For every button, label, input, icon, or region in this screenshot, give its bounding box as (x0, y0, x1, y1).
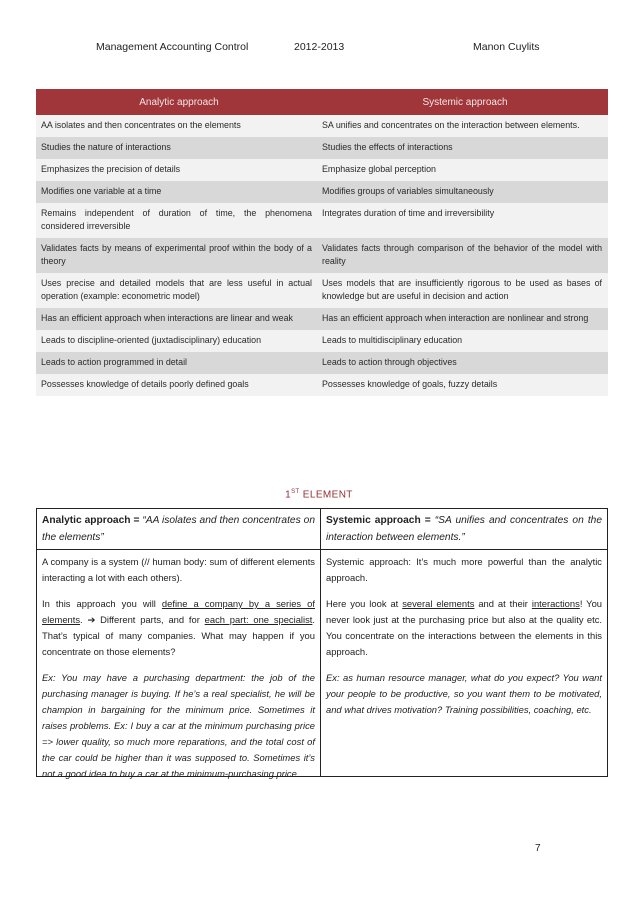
analytic-cell: Possesses knowledge of details poorly defined goals (41, 379, 249, 389)
comparison-row (36, 374, 608, 396)
comparison-table (36, 89, 608, 396)
systemic-cell: Modifies groups of variables simultaneously (322, 186, 494, 196)
analytic-example: Ex: You may have a purchasing department: the job of the purchasing manager is buying. If he’s a real specialist, he will be champion in bargaining for the minimum price. Sometimes it raises problems. Ex: I buy a car at the minimum purchasing price => lower quality, so much more reparations, and the total cost of the car could be higher than it was supposed to. Sometimes it’s not a good idea to buy a car at the minimum-purchasing price. (42, 672, 315, 779)
comparison-row (36, 352, 608, 374)
systemic-header: Systemic approach (422, 96, 508, 108)
systemic-cell: Studies the effects of interactions (322, 142, 453, 152)
analytic-definition: Analytic approach = “AA isolates and then concentrates on the elements” (42, 515, 315, 543)
analytic-explanation (42, 554, 315, 792)
page-number: 7 (535, 843, 541, 854)
comparison-row (36, 273, 608, 308)
analytic-cell: Uses precise and detailed models that are less useful in actual operation (example: econometric model) (41, 278, 312, 301)
comparison-row (36, 238, 608, 273)
comparison-row (36, 308, 608, 330)
analytic-cell: Leads to action programmed in detail (41, 357, 188, 367)
comparison-header-row (36, 89, 608, 115)
header-year: 2012-2013 (294, 41, 345, 53)
comparison-row (36, 203, 608, 238)
header-author: Manon Cuylits (473, 41, 540, 53)
analytic-cell: AA isolates and then concentrates on the elements (41, 120, 241, 130)
analytic-cell: Emphasizes the precision of details (41, 164, 181, 174)
element-title: 1ST ELEMENT (285, 489, 353, 501)
systemic-paragraph-2: Here you look at several elements and at their interactions! You never look just at the purchasing price but also at the quality etc. You concentrate on the interactions between the elements in this approach. (326, 598, 603, 657)
systemic-cell: Possesses knowledge of goals, fuzzy details (322, 379, 498, 389)
comparison-row (36, 330, 608, 352)
systemic-cell: Leads to multidisciplinary education (322, 335, 463, 345)
systemic-paragraph-1: Systemic approach: It’s much more powerful than the analytic approach. (326, 556, 602, 583)
comparison-row (36, 159, 608, 181)
comparison-row (36, 137, 608, 159)
header-course: Management Accounting Control (96, 41, 249, 53)
comparison-body (36, 115, 608, 396)
systemic-explanation (326, 554, 602, 728)
comparison-row (36, 115, 608, 137)
systemic-cell: SA unifies and concentrates on the interaction between elements. (322, 120, 580, 130)
systemic-cell: Integrates duration of time and irreversibility (322, 208, 495, 218)
analytic-paragraph-2: In this approach you will define a company by a series of elements. ➔ Different parts, and for each part: one specialist. That’s typical of many companies. What may happen if you concentrate on those elements? (42, 598, 315, 657)
analytic-paragraph-1: A company is a system (// human body: sum of different elements interacting a lot with each others). (42, 556, 315, 583)
analytic-cell: Remains independent of duration of time, the phenomena considered irreversible (41, 208, 312, 231)
analytic-cell: Leads to discipline-oriented (juxtadisciplinary) education (41, 335, 262, 345)
systemic-cell: Emphasize global perception (322, 164, 436, 174)
systemic-cell: Uses models that are insufficiently rigorous to be used as bases of knowledge but are useful in decision and action (322, 278, 602, 301)
analytic-cell: Modifies one variable at a time (41, 186, 162, 196)
systemic-cell: Validates facts through comparison of the behavior of the model with reality (322, 243, 602, 266)
analytic-cell: Validates facts by means of experimental proof within the body of a theory (41, 243, 312, 266)
element-table (36, 508, 608, 777)
systemic-definition: Systemic approach = “SA unifies and concentrates on the interaction between elements.” (326, 515, 602, 543)
systemic-cell: Leads to action through objectives (322, 357, 457, 367)
systemic-cell: Has an efficient approach when interaction are nonlinear and strong (322, 313, 589, 323)
analytic-header: Analytic approach (139, 96, 219, 108)
comparison-row (36, 181, 608, 203)
analytic-cell: Studies the nature of interactions (41, 142, 171, 152)
systemic-example: Ex: as human resource manager, what do you expect? You want your people to be productive, so you want them to be motivated, and what drives motivation? Training possibilities, coaching, etc. (326, 672, 602, 715)
analytic-cell: Has an efficient approach when interactions are linear and weak (41, 313, 293, 323)
row-divider (37, 549, 607, 550)
page-header (0, 41, 638, 55)
